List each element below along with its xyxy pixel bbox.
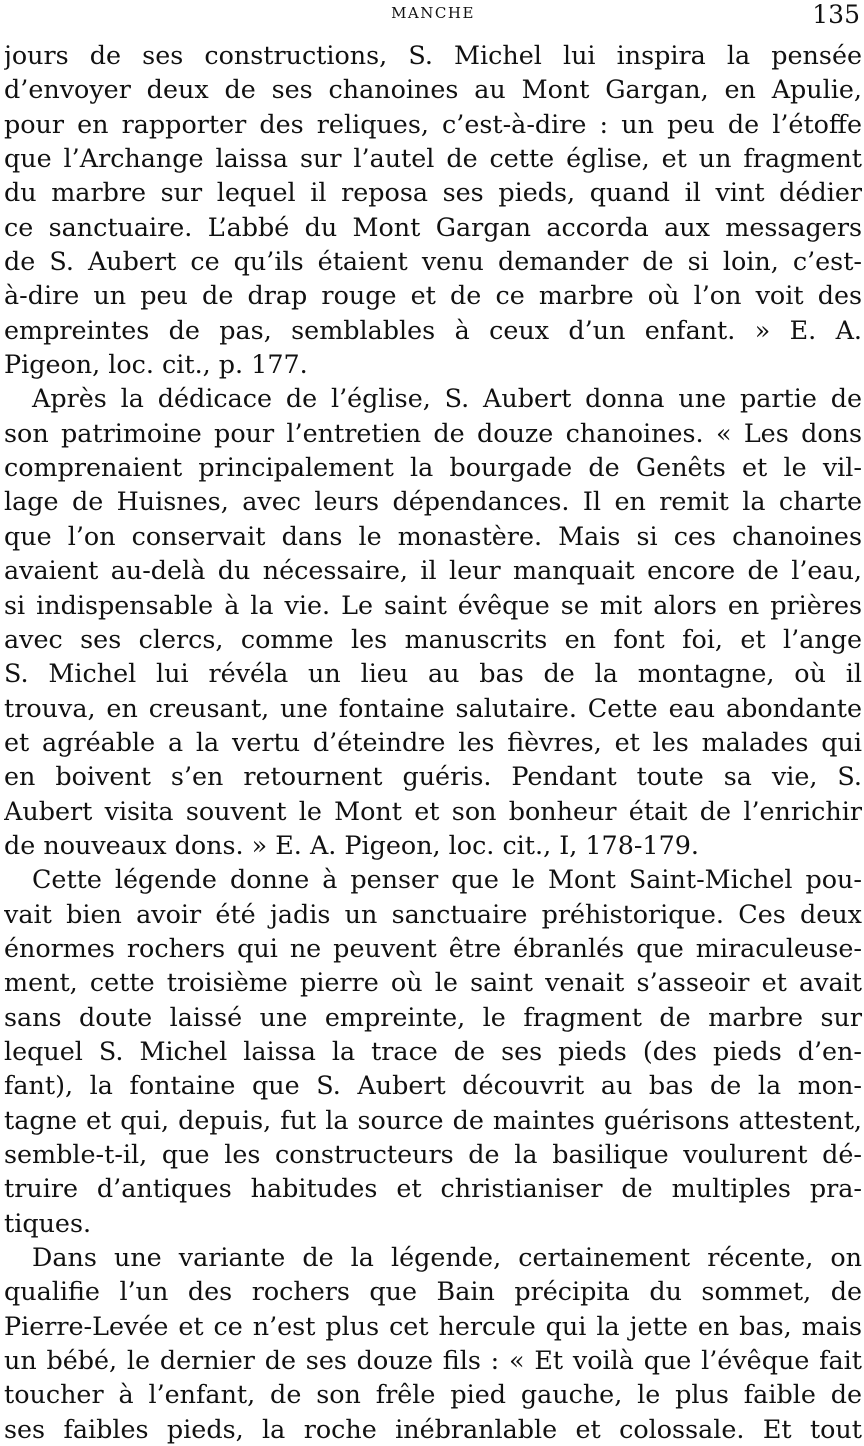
- text-line: Pierre-Levée et ce n’est plus cet hercule qui la jette en bas, mais: [4, 1310, 862, 1341]
- text-line: à-dire un peu de drap rouge et de ce marbre où l’on voit des: [4, 280, 862, 311]
- text-line: toucher à l’enfant, de son frêle pied gauche, le plus faible de: [4, 1379, 862, 1410]
- text-line: de S. Aubert ce qu’ils étaient venu demander de si loin, c’est-: [4, 246, 862, 277]
- text-line: fant), la fontaine que S. Aubert découvrit au bas de la mon-: [4, 1070, 862, 1101]
- text-line: Pigeon, loc. cit., p. 177.: [4, 349, 308, 380]
- book-page: [4, 0, 862, 1444]
- text-line: du marbre sur lequel il reposa ses pieds, quand il vint dédier: [4, 177, 862, 208]
- text-line: Cette légende donne à penser que le Mont Saint-Michel pou-: [32, 864, 862, 895]
- text-line: avaient au-delà du nécessaire, il leur manquait encore de l’eau,: [4, 555, 862, 586]
- text-line: d’envoyer deux de ses chanoines au Mont Gargan, en Apulie,: [4, 74, 862, 105]
- text-line: que l’Archange laissa sur l’autel de cette église, et un fragment: [4, 143, 862, 174]
- text-line: ment, cette troisième pierre où le saint venait s’asseoir et avait: [4, 967, 862, 998]
- text-line: Aubert visita souvent le Mont et son bonheur était de l’enrichir: [4, 795, 862, 826]
- body-text: [4, 38, 862, 1446]
- text-line: si indispensable à la vie. Le saint évêque se mit alors en prières: [4, 589, 862, 620]
- text-line: empreintes de pas, semblables à ceux d’un enfant. » E. A.: [4, 314, 862, 345]
- text-line: semble-t-il, que les constructeurs de la basilique voulurent dé-: [4, 1139, 862, 1169]
- text-line: qualifie l’un des rochers que Bain précipita du sommet, de: [4, 1276, 862, 1307]
- text-line: que l’on conservait dans le monastère. Mais si ces chanoines: [4, 520, 862, 551]
- text-line: jours de ses constructions, S. Michel lui inspira la pensée: [4, 40, 862, 70]
- text-line: ce sanctuaire. L’abbé du Mont Gargan accorda aux messagers: [4, 211, 862, 242]
- text-line: sans doute laissé une empreinte, le fragment de marbre sur: [4, 1001, 862, 1032]
- text-line: un bébé, le dernier de ses douze fils : « Et voilà que l’évêque fait: [4, 1345, 862, 1376]
- text-line: énormes rochers qui ne peuvent être ébranlés que miraculeuse-: [4, 932, 862, 963]
- text-line: pour en rapporter des reliques, c’est-à-dire : un peu de l’étoffe: [4, 108, 862, 139]
- text-line: et agréable a la vertu d’éteindre les fièvres, et les malades qui: [4, 726, 862, 757]
- text-line: tiques.: [4, 1207, 92, 1238]
- text-line: avec ses clercs, comme les manuscrits en font foi, et l’ange: [4, 623, 862, 654]
- text-line: Après la dédicace de l’église, S. Aubert donna une partie de: [32, 383, 862, 414]
- text-line: son patrimoine pour l’entretien de douze chanoines. « Les dons: [4, 417, 862, 448]
- text-line: S. Michel lui révéla un lieu au bas de la montagne, où il: [4, 658, 862, 689]
- text-line: tagne et qui, depuis, fut la source de maintes guérisons attestent,: [4, 1104, 862, 1135]
- text-line: lequel S. Michel laissa la trace de ses pieds (des pieds d’en-: [4, 1035, 862, 1066]
- text-line: de nouveaux dons. » E. A. Pigeon, loc. cit., I, 178-179.: [4, 829, 699, 860]
- text-line: lage de Huisnes, avec leurs dépendances. Il en remit la charte: [4, 486, 862, 517]
- text-line: truire d’antiques habitudes et christianiser de multiples pra-: [4, 1173, 862, 1204]
- text-line: trouva, en creusant, une fontaine salutaire. Cette eau abondante: [4, 692, 862, 723]
- page-header: [4, 0, 862, 38]
- page-number: 135: [812, 0, 860, 29]
- text-line: Dans une variante de la légende, certainement récente, on: [32, 1242, 862, 1273]
- text-line: en boivent s’en retournent guéris. Pendant toute sa vie, S.: [4, 761, 862, 792]
- text-line: comprenaient principalement la bourgade de Genêts et le vil-: [4, 452, 862, 483]
- running-title: MANCHE: [391, 4, 475, 22]
- text-line: ses faibles pieds, la roche inébranlable et colossale. Et tout: [4, 1413, 862, 1444]
- text-line: vait bien avoir été jadis un sanctuaire préhistorique. Ces deux: [4, 898, 862, 929]
